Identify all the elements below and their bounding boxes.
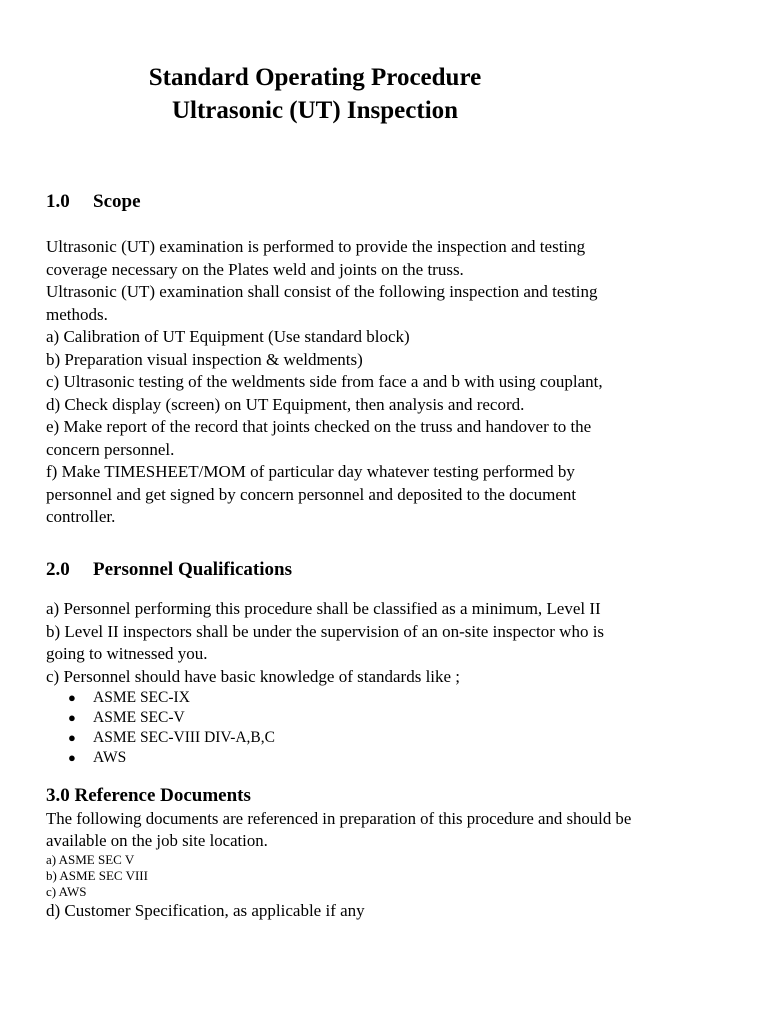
list-item: ● ASME SEC-V: [68, 709, 185, 726]
section-number: 1.0: [46, 191, 70, 212]
bullet-icon: ●: [68, 730, 76, 745]
text-line: controller.: [46, 507, 116, 526]
list-item: ● ASME SEC-VIII DIV-A,B,C: [68, 729, 275, 746]
section-title: Personnel Qualifications: [93, 559, 292, 580]
text-line: a) Personnel performing this procedure shall be classified as a minimum, Level II: [46, 599, 601, 618]
text-line: f) Make TIMESHEET/MOM of particular day whatever testing performed by: [46, 462, 575, 481]
standards-list: [46, 688, 766, 768]
section-personnel-qualifications: [46, 558, 766, 768]
text-line: b) Level II inspectors shall be under the supervision of an on-site inspector who is: [46, 621, 605, 641]
personnel-text: [46, 598, 766, 688]
list-item: ● AWS: [68, 749, 127, 766]
section-heading-scope: [46, 190, 766, 214]
reference-list: [46, 852, 768, 900]
section-title: Scope: [93, 191, 141, 212]
section-heading-personnel: [46, 558, 766, 582]
text-line: coverage necessary on the Plates weld and joints on the truss.: [46, 259, 464, 279]
text-line: concern personnel.: [46, 439, 175, 459]
list-item: d) Customer Specification, as applicable if any: [46, 901, 365, 920]
bullet-icon: ●: [68, 710, 76, 725]
list-item: b) ASME SEC VIII: [46, 868, 148, 883]
document-title: [0, 61, 722, 127]
bullet-icon: ●: [68, 750, 76, 765]
section-heading-references: 3.0 Reference Documents: [46, 785, 251, 806]
text-line: The following documents are referenced in preparation of this procedure and should be: [46, 809, 632, 828]
text-line: e) Make report of the record that joints checked on the truss and handover to the: [46, 417, 592, 436]
section-scope: [46, 190, 766, 529]
references-text: [46, 808, 768, 852]
text-line: Ultrasonic (UT) examination shall consist of the following inspection and testing: [46, 282, 598, 301]
text-line: d) Check display (screen) on UT Equipment, then analysis and record.: [46, 394, 525, 414]
title-line-1: Standard Operating Procedure: [148, 64, 482, 91]
bullet-icon: ●: [68, 690, 76, 705]
text-line: c) Ultrasonic testing of the weldments side from face a and b with using couplant,: [46, 372, 603, 391]
list-item: c) AWS: [46, 884, 87, 899]
text-line: c) Personnel should have basic knowledge of standards like ;: [46, 666, 461, 686]
text-line: available on the job site location.: [46, 831, 268, 850]
scope-text: [46, 236, 766, 529]
text-line: methods.: [46, 304, 108, 324]
list-item: a) ASME SEC V: [46, 852, 135, 867]
text-line: going to witnessed you.: [46, 644, 208, 663]
section-number: 2.0: [46, 559, 70, 580]
text-line: b) Preparation visual inspection & weldments): [46, 349, 363, 369]
text-line: Ultrasonic (UT) examination is performed to provide the inspection and testing: [46, 237, 586, 256]
list-item: ● ASME SEC-IX: [68, 689, 190, 706]
text-line: a) Calibration of UT Equipment (Use standard block): [46, 327, 410, 346]
section-reference-documents: [46, 784, 768, 922]
title-line-2: Ultrasonic (UT) Inspection: [171, 97, 459, 124]
text-line: personnel and get signed by concern personnel and deposited to the document: [46, 484, 577, 504]
